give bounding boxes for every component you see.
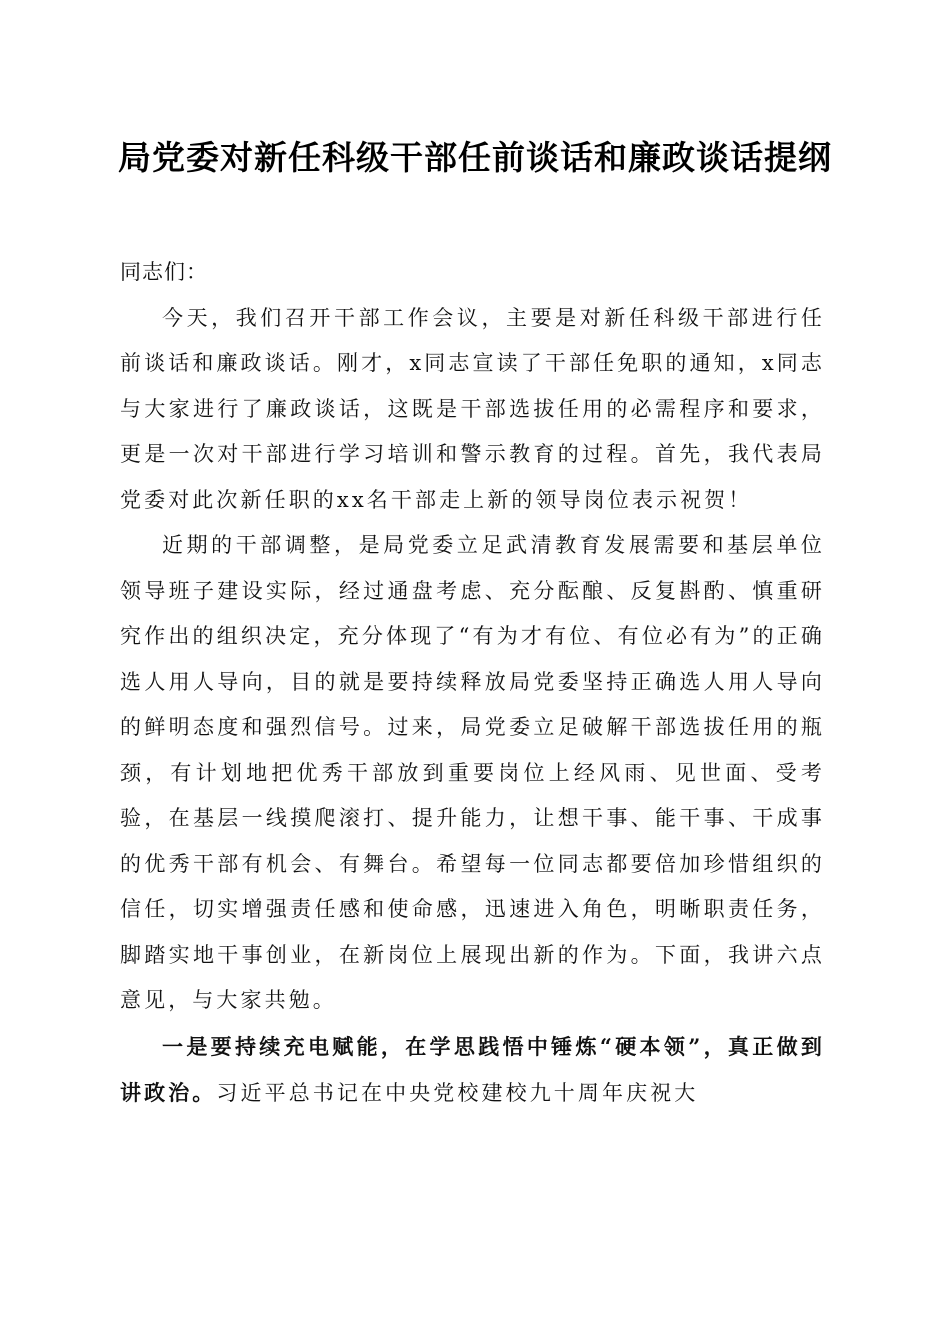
salutation: 同志们： (120, 260, 208, 284)
point-one-heading: 一是要持续充电赋能，在学思践悟中锤炼“硬本领”，真正做到讲政治。 (120, 1033, 825, 1105)
paragraph-point-one (120, 1024, 825, 1117)
point-one-text: 习近平总书记在中央党校建校九十周年庆祝大 (216, 1081, 699, 1105)
document-body (120, 250, 825, 1117)
paragraph-opening-text: 今天，我们召开干部工作会议，主要是对新任科级干部进行任前谈话和廉政谈话。刚才，x同志宣读了干部任免职的通知，x同志与大家进行了廉政谈话，这既是干部选拔任用的必需程序和要求，更是一次对干部进行学习培训和警示教育的过程。首先，我代表局党委对此次新任职的xx名干部走上新的领导岗位表示祝贺！ (120, 305, 825, 512)
paragraph-adjustment (120, 523, 825, 1024)
paragraph-adjustment-text: 近期的干部调整，是局党委立足武清教育发展需要和基层单位领导班子建设实际，经过通盘考虑、充分酝酿、反复斟酌、慎重研究作出的组织决定，充分体现了“有为才有位、有位必有为”的正确选人用人导向，目的就是要持续释放局党委坚持正确选人用人导向的鲜明态度和强烈信号。过来，局党委立足破解干部选拔任用的瓶颈，有计划地把优秀干部放到重要岗位上经风雨、见世面、受考验，在基层一线摸爬滚打、提升能力，让想干事、能干事、干成事的优秀干部有机会、有舞台。希望每一位同志都要倍加珍惜组织的信任，切实增强责任感和使命感，迅速进入角色，明晰职责任务，脚踏实地干事创业，在新岗位上展现出新的作为。下面，我讲六点意见，与大家共勉。 (120, 533, 825, 1012)
document-title: 局党委对新任科级干部任前谈话和廉政谈话提纲 (118, 138, 832, 177)
paragraph-opening (120, 296, 825, 524)
